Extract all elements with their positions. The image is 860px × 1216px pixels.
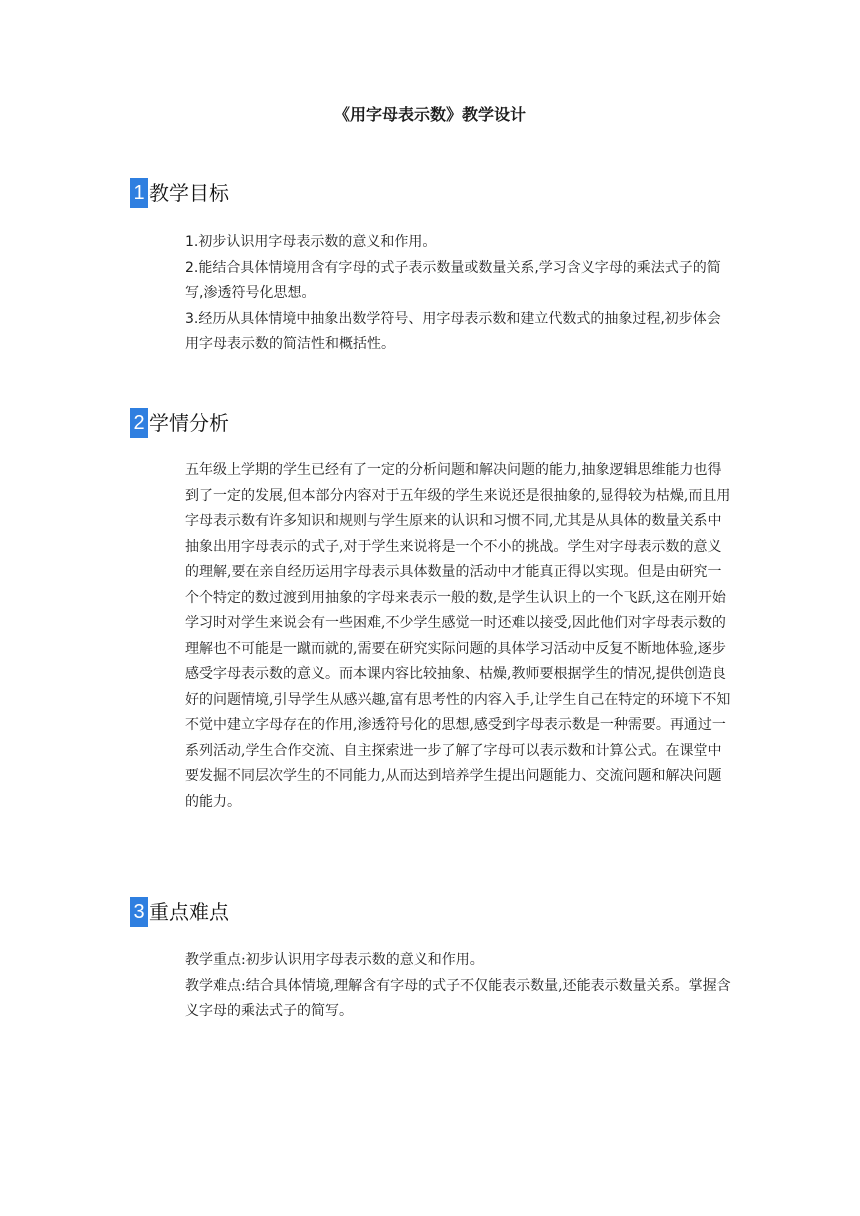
paragraph: 教学重点:初步认识用字母表示数的意义和作用。: [185, 952, 484, 968]
section-title: 学情分析: [149, 411, 229, 435]
section-heading-key-points: [130, 897, 229, 927]
section-number-badge: 3: [130, 897, 148, 927]
paragraph: 五年级上学期的学生已经有了一定的分析问题和解决问题的能力,抽象逻辑思维能力也得到了一定的发展,但本部分内容对于五年级的学生来说还是很抽象的,显得较为枯燥,而且用字母表示数有许多知识和规则与学生原来的认识和习惯不同,尤其是从具体的数量关系中抽象出用字母表示的式子,对于学生来说将是一个不小的挑战。学生对字母表示数的意义的理解,要在亲自经历运用字母表示具体数量的活动中才能真正得以实现。但是由研究一个个特定的数过渡到用抽象的字母来表示一般的数,是学生认识上的一个飞跃,这在刚开始学习时对学生来说会有一些困难,不少学生感觉一时还难以接受,因此他们对字母表示数的理解也不可能是一蹴而就的,需要在研究实际问题的具体学习活动中反复不断地体验,逐步感受字母表示数的意义。而本课内容比较抽象、枯燥,教师要根据学生的情况,提供创造良好的问题情境,引导学生从感兴趣,富有思考性的内容入手,让学生自己在特定的环境下不知不觉中建立字母存在的作用,渗透符号化的思想,感受到字母表示数是一种需要。再通过一系列活动,学生合作交流、自主探索进一步了解了字母可以表示数和计算公式。在课堂中要发掘不同层次学生的不同能力,从而达到培养学生提出问题能力、交流问题和解决问题的能力。: [185, 462, 731, 810]
paragraph: 3.经历从具体情境中抽象出数学符号、用字母表示数和建立代数式的抽象过程,初步体会用字母表示数的简洁性和概括性。: [185, 310, 721, 352]
section-heading-analysis: [130, 408, 229, 438]
section-heading-objectives: [130, 178, 229, 208]
section-title: 教学目标: [149, 181, 229, 205]
section-body-key-points: [185, 948, 733, 1025]
section-title: 重点难点: [149, 900, 229, 924]
section-body-objectives: [185, 230, 733, 358]
paragraph: 教学难点:结合具体情境,理解含有字母的式子不仅能表示数量,还能表示数量关系。掌握含义字母的乘法式子的简写。: [185, 977, 731, 1019]
document-title: 《用字母表示数》教学设计: [333, 105, 526, 124]
paragraph: 2.能结合具体情境用含有字母的式子表示数量或数量关系,学习含义字母的乘法式子的简写,渗透符号化思想。: [185, 259, 721, 301]
section-body-analysis: [185, 458, 733, 815]
section-number-badge: 2: [130, 408, 148, 438]
section-number-badge: 1: [130, 178, 148, 208]
paragraph: 1.初步认识用字母表示数的意义和作用。: [185, 234, 437, 250]
